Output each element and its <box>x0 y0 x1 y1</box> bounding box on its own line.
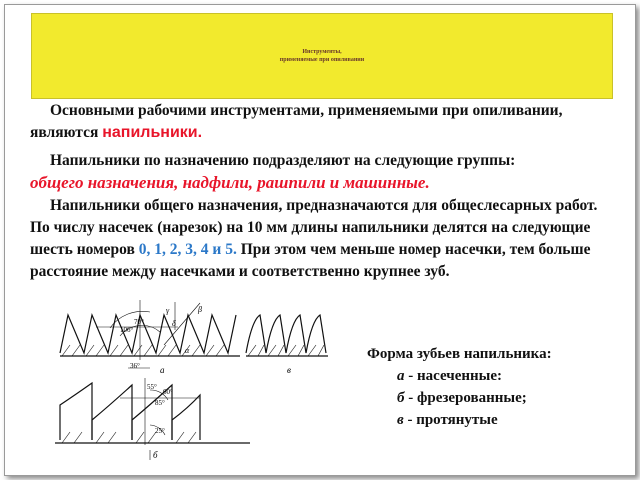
paragraph-1-text: Основными рабочими инструментами, применяемыми при опиливании, являются <box>30 102 563 141</box>
teeth-v <box>246 315 328 356</box>
gamma-label: γ <box>166 306 170 315</box>
angle-85-label: 85° <box>155 399 165 407</box>
teeth-a <box>60 300 240 368</box>
paragraph-2-text: Напильники по назначению подразделяют на следующие группы: <box>50 152 516 169</box>
caption-item-text: - протянутые <box>403 412 498 428</box>
angle-25-label: 25° <box>155 427 165 435</box>
caption-heading: Форма зубьев напильника: <box>367 346 552 362</box>
caption-item <box>367 387 552 409</box>
teeth-caption <box>367 343 552 431</box>
angle-60-label: 60° <box>163 388 173 396</box>
label-v: в <box>287 365 291 375</box>
caption-item-text: - насеченные: <box>404 368 503 384</box>
caption-item-text: - фрезерованные; <box>404 390 527 406</box>
angle-70-label: 70° <box>134 318 144 326</box>
title-line-2: применяемые при опиливании <box>279 57 365 63</box>
delta-label: δ <box>172 319 176 328</box>
highlight-groups: общего назначения, надфили, рашпили и машинные. <box>30 173 430 192</box>
title-line-1: Инструменты, <box>302 49 342 55</box>
paragraph-3-text-after: При этом чем меньше номер насечки, тем больше расстояние между насечками и соответственно крупнее зуб. <box>30 241 591 280</box>
caption-item-letter: а <box>397 368 405 384</box>
angle-106-label: 106° <box>120 326 134 334</box>
label-a: а <box>160 365 165 375</box>
caption-item <box>367 409 552 431</box>
beta-label: β <box>198 305 202 314</box>
highlight-numbers: 0, 1, 2, 3, 4 и 5. <box>138 241 237 258</box>
caption-item <box>367 365 552 387</box>
caption-item-letter: б <box>397 390 405 406</box>
angle-55-label: 55° <box>147 383 157 391</box>
highlight-files: напильники. <box>102 124 203 141</box>
label-b: б <box>153 450 158 460</box>
alpha-label: α <box>185 346 190 355</box>
caption-item-letter: в <box>397 412 404 428</box>
angle-36-label: 36° <box>130 362 140 370</box>
paragraph-3-text: Напильники общего назначения, предназначаются для общеслесарных работ. По числу насечек (нарезок) на 10 мм длины напильники делятся на следующие шесть номеров <box>30 197 598 258</box>
